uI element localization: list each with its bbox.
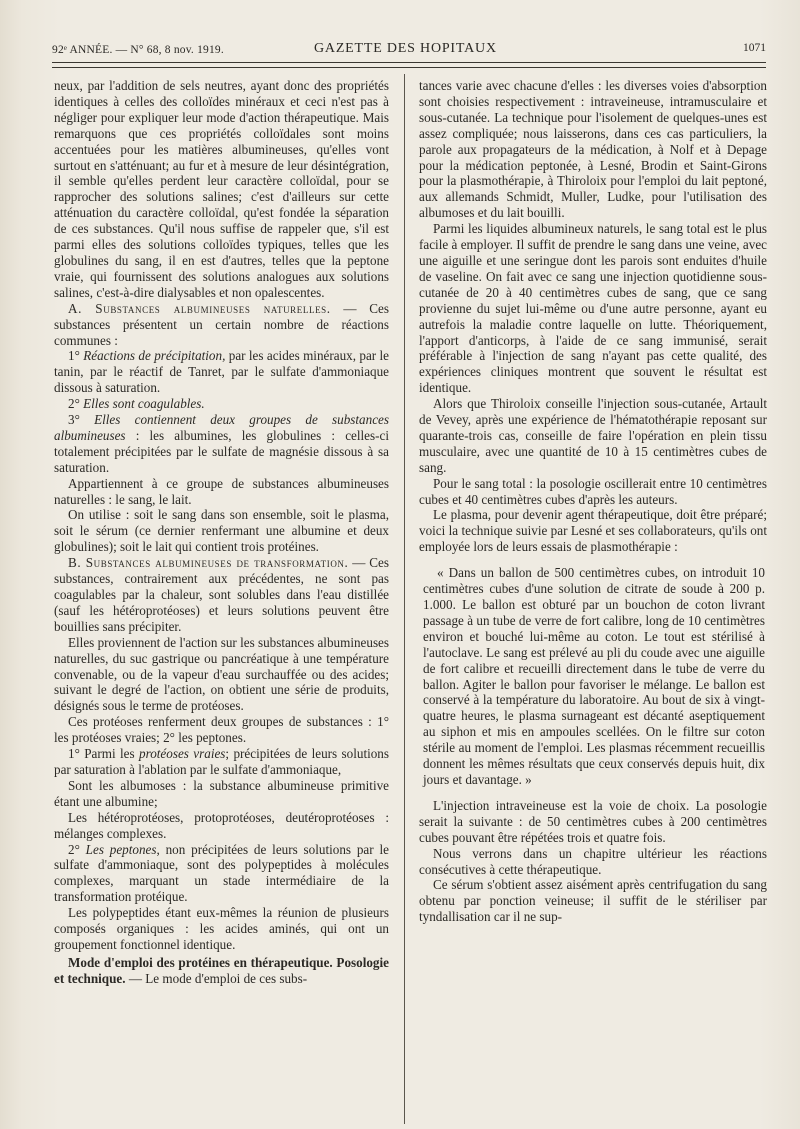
left-column [54,78,389,987]
list-item-title: Réactions de précipitation, [83,348,226,364]
paragraph: Les hétéroprotéoses, protoprotéoses, deutéroprotéoses : mélanges complexes. [54,809,389,841]
section-heading: Mode d'emploi des protéines en thérapeutique. Posologie et technique. [54,954,389,986]
paragraph: L'injection intraveineuse est la voie de choix. La posologie serait la suivante : de 50 centimètres cubes à 200 centimètres cubes pouvant être répétées trois et quatre fois. [419,797,767,845]
list-number: 2° [68,841,86,857]
section-text: — Le mode d'emploi de ces subs- [125,970,308,986]
list-item-text: par les acides minéraux, par le tanin, par le réactif de Tanret, par le sulfate d'ammoniaque dissous à saturation. [54,348,390,396]
list-item [54,348,389,396]
term: Les peptones [85,841,157,857]
block-quote: « Dans un ballon de 500 centimètres cubes, on introduit 10 centimètres cubes d'une solution de citrate de soude à 200 p. 1.000. Le ballon est obturé par un bouchon de coton livrant passage à un tube de verre de fort calibre, long de 10 centimètres environ et bouché lui-même au coton. Le tout est stérilisé à l'autoclave. Le sang est prélevé au pli du coude avec une aiguille de fort calibre et recueilli directement dans le tube de verre du ballon. Agiter le ballon pour favoriser le mélange. Le ballon est conservé à la température du laboratoire. Au bout de six à vingt-quatre heures, le plasma surnageant est décanté aseptiquement au siphon et mis en ampoules scellées. On le filtre sur coton stérile au moment de l'emploi. Les plasmas récemment recueillis donnent les mêmes résultats que ceux conservés depuis huit, dix jours et davantage. » [423,565,765,787]
paragraph: Les polypeptides étant eux-mêmes la réunion de plusieurs composés organiques : les acides aminés, qui ont un groupement fonctionnel identique. [54,905,389,952]
section-text: — Ces substances présentent un certain nombre de réactions communes : [54,300,389,348]
term: protéoses vraies [139,746,226,762]
column-divider [404,74,405,1124]
section-heading: A. Substances albumineuses naturelles. [68,300,331,316]
paragraph [54,842,389,906]
paragraph: Alors que Thiroloix conseille l'injection sous-cutanée, Artault de Vevey, après une expérience de l'hématothérapie reposant sur quarante-trois cas, conseille de faire l'opération en plein tissu musculaire, avec une quantité de 10 à 15 centimètres cubes de sang. [419,396,767,475]
paragraph: Appartiennent à ce groupe de substances albumineuses naturelles : le sang, le lait. [54,475,389,507]
page-header [52,40,766,62]
header-rule-top [52,62,766,63]
list-item [54,412,389,476]
journal-title: GAZETTE DES HOPITAUX [314,41,497,56]
paragraph: Le plasma, pour devenir agent thérapeutique, doit être préparé; voici la technique suivie par Lesné et ses collaborateurs, qu'ils ont employée lors de leurs essais de plasmothérapie : [419,507,767,555]
section-text: — Ces substances, contrairement aux précédentes, ne sont pas coagulables par la chaleur, sont solubles dans l'eau distillée (sauf les hétéroprotéoses) et leurs solutions peuvent être bouillies sans précipiter. [54,555,389,634]
page-number: 1071 [743,42,766,54]
list-number: 1° Parmi les [68,746,140,762]
paragraph-text: ; précipitées de leurs solutions par saturation à l'ablation par le sulfate d'ammoniaque, [54,746,389,777]
section-a [54,301,389,349]
list-number: 3° [68,412,80,428]
header-rule-bottom [52,67,766,68]
list-item-text: : les albumines, les globulines : celles-ci totalement précipitées par le sulfate de magnésie dissous à sa saturation. [54,427,389,475]
paragraph: Nous verrons dans un chapitre ultérieur les réactions consécutives à cette thérapeutique. [419,845,767,877]
paragraph: Ces protéoses renferment deux groupes de substances : 1° les protéoses vraies; 2° les peptones. [54,714,389,746]
right-column [419,78,767,925]
list-number: 1° [68,348,80,364]
paragraph: On utilise : soit le sang dans son ensemble, soit le plasma, soit le sérum (ce dernier renfermant une albumine et deux globulines); soit le lait qui contient trois protéines. [54,507,389,555]
section-mode [54,955,389,987]
issue-info: 92ᵉ ANNÉE. — N° 68, 8 nov. 1919. [52,44,224,56]
paragraph-text: , non précipitées de leurs solutions par le sulfate d'ammoniaque, sont des polypeptides à molécules complexes, marquant un stade intermédiaire de la transformation protéique. [54,841,389,905]
section-heading: B. Substances albumineuses de transformation. [68,555,349,571]
list-item-title: Elles contiennent deux groupes de substances albumineuses [54,412,389,443]
paragraph: Sont les albumoses : la substance albumineuse primitive étant une albumine; [54,777,389,809]
list-number: 2° [68,396,80,412]
list-item [54,396,389,412]
paragraph: Ce sérum s'obtient assez aisément après centrifugation du sang obtenu par ponction veineuse; il suffit de le stériliser par tyndallisation car il ne sup- [419,877,767,925]
section-b [54,555,389,635]
paragraph: tances varie avec chacune d'elles : les diverses voies d'absorption sont choisies respectivement : intraveineuse, intramusculaire et sous-cutanée. La technique pour l'isolement de quelques-unes est assez compliquée; nous laisserons, dans ces cas particuliers, la parole aux propagateurs de la médication, à Nolf et à Depage pour la médication peptonée, à Lesné, Brodin et Saint-Girons pour la plasmothérapie, à Thiroloix pour l'emploi du lait peptoné, aux allemands Schmidt, Muller, Ludke, pour l'utilisation des albumoses et du lait bouilli. [419,78,767,221]
paragraph: Elles proviennent de l'action sur les substances albumineuses naturelles, du suc gastrique ou pancréatique à une température convenable, ou de la vapeur d'eau surchauffée ou des acides; suivant le degré de l'action, on obtient une série de produits, désignés sous le terme de protéoses. [54,634,389,714]
paragraph: Parmi les liquides albumineux naturels, le sang total est le plus facile à employer. Il suffit de prendre le sang dans une veine, avec une aiguille et une seringue dont les parois sont enduites d'huile de vaseline. On fait avec ce sang une injection quotidienne sous-cutanée de 20 à 40 centimètres cubes de sang, que ce sang provienne du sujet lui-même ou d'une autre personne, ayant eu autrefois la maladie contre laquelle on lutte. Théoriquement, l'apport d'anticorps, à l'aide de ce sang immunisé, serait préférable à l'injection de sang n'ayant pas cette qualité, des expériences cliniques montrent que souvent le résultat est identique. [419,221,767,396]
paragraph [54,746,389,778]
paragraph: neux, par l'addition de sels neutres, ayant donc des propriétés identiques à celles des colloïdes minéraux et ceci n'est pas à négliger pour expliquer leur mode d'action thérapeutique. Mais remarquons que ces propriétés colloïdales sont moins accentuées pour les matières albumineuses, qu'elles vont surtout en s'atténuant; au fur et à mesure de leur désintégration, il semble qu'elles perdent leur caractère colloïdal, pour se rapprocher des solutions salines; c'est d'ailleurs sur cette atténuation du caractère colloïdal, qu'est fondée la séparation de ces substances. Qu'il nous suffise de rappeler que, s'il est parmi elles des solutions colloïdes typiques, telles que les globulines du sang, il en est d'autres, telles que la peptone vraie, qui fournissent des solutions analogues aux solutions salines, c'est-à-dire dialysables et non opalescentes. [54,78,389,300]
paragraph: Pour le sang total : la posologie oscillerait entre 10 centimètres cubes et 40 centimètres cubes d'après les auteurs. [419,475,767,507]
list-item-title: Elles sont coagulables. [83,396,205,412]
